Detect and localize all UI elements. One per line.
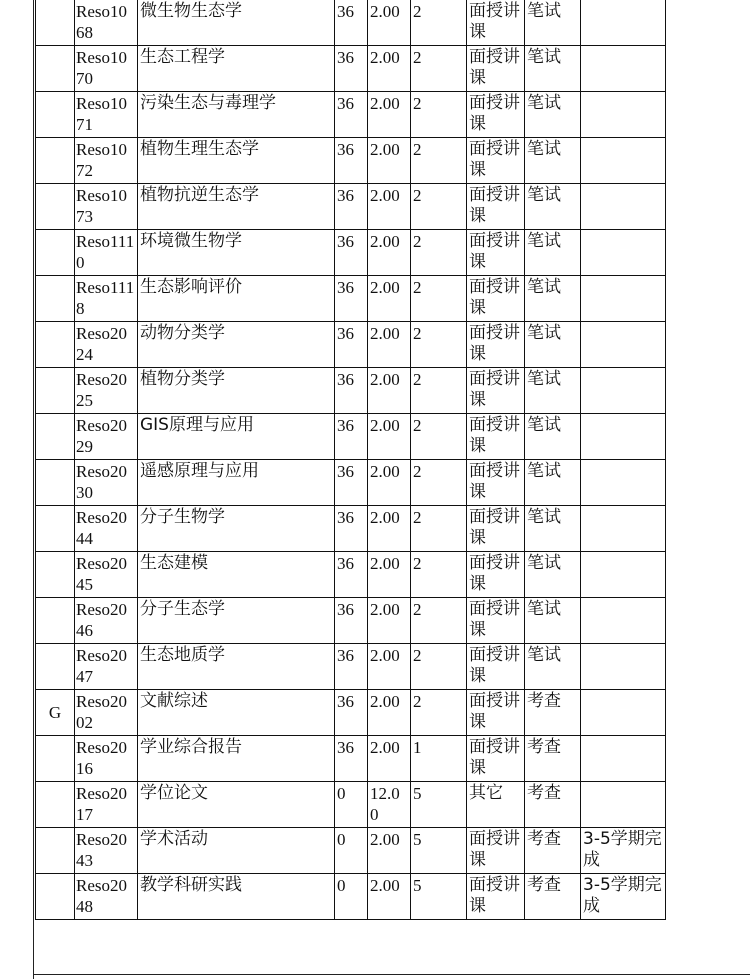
course-code-cell: Reso1073 bbox=[75, 184, 138, 230]
hours-cell: 36 bbox=[335, 644, 368, 690]
teaching-mode-cell: 面授讲课 bbox=[467, 368, 525, 414]
course-name-cell: 学术活动 bbox=[138, 828, 335, 874]
teaching-mode-cell: 其它 bbox=[467, 782, 525, 828]
semester-cell: 2 bbox=[411, 460, 467, 506]
course-code-cell: Reso2046 bbox=[75, 598, 138, 644]
category-cell bbox=[36, 230, 75, 276]
hours-cell: 36 bbox=[335, 460, 368, 506]
hours-cell: 36 bbox=[335, 506, 368, 552]
remark-cell bbox=[581, 460, 666, 506]
course-name-cell: 植物分类学 bbox=[138, 368, 335, 414]
remark-cell bbox=[581, 644, 666, 690]
teaching-mode-cell: 面授讲课 bbox=[467, 322, 525, 368]
teaching-mode-cell: 面授讲课 bbox=[467, 736, 525, 782]
teaching-mode-cell: 面授讲课 bbox=[467, 230, 525, 276]
remark-cell bbox=[581, 92, 666, 138]
course-code-cell: Reso2017 bbox=[75, 782, 138, 828]
table-row bbox=[36, 506, 666, 552]
table-row bbox=[36, 46, 666, 92]
course-name-cell: 教学科研实践 bbox=[138, 874, 335, 920]
teaching-mode-cell: 面授讲课 bbox=[467, 598, 525, 644]
category-cell bbox=[36, 414, 75, 460]
teaching-mode-cell: 面授讲课 bbox=[467, 414, 525, 460]
category-cell bbox=[36, 46, 75, 92]
credits-cell: 2.00 bbox=[368, 0, 411, 46]
assessment-cell: 笔试 bbox=[525, 460, 581, 506]
credits-cell: 2.00 bbox=[368, 874, 411, 920]
course-name-cell: 生态地质学 bbox=[138, 644, 335, 690]
teaching-mode-cell: 面授讲课 bbox=[467, 690, 525, 736]
remark-cell bbox=[581, 782, 666, 828]
remark-cell bbox=[581, 276, 666, 322]
course-name-cell: 学位论文 bbox=[138, 782, 335, 828]
teaching-mode-cell: 面授讲课 bbox=[467, 644, 525, 690]
category-cell: G bbox=[36, 690, 75, 736]
semester-cell: 2 bbox=[411, 0, 467, 46]
assessment-cell: 笔试 bbox=[525, 598, 581, 644]
course-code-cell: Reso2002 bbox=[75, 690, 138, 736]
credits-cell: 2.00 bbox=[368, 230, 411, 276]
assessment-cell: 考查 bbox=[525, 690, 581, 736]
remark-cell bbox=[581, 552, 666, 598]
remark-cell bbox=[581, 690, 666, 736]
course-name-cell: 分子生态学 bbox=[138, 598, 335, 644]
credits-cell: 2.00 bbox=[368, 598, 411, 644]
remark-cell bbox=[581, 506, 666, 552]
hours-cell: 36 bbox=[335, 736, 368, 782]
table-row bbox=[36, 368, 666, 414]
semester-cell: 2 bbox=[411, 690, 467, 736]
course-code-cell: Reso1072 bbox=[75, 138, 138, 184]
remark-cell bbox=[581, 46, 666, 92]
semester-cell: 5 bbox=[411, 828, 467, 874]
semester-cell: 2 bbox=[411, 368, 467, 414]
teaching-mode-cell: 面授讲课 bbox=[467, 184, 525, 230]
assessment-cell: 考查 bbox=[525, 782, 581, 828]
teaching-mode-cell: 面授讲课 bbox=[467, 276, 525, 322]
category-cell bbox=[36, 0, 75, 46]
table-row bbox=[36, 828, 666, 874]
assessment-cell: 笔试 bbox=[525, 414, 581, 460]
category-cell bbox=[36, 782, 75, 828]
teaching-mode-cell: 面授讲课 bbox=[467, 874, 525, 920]
course-rows bbox=[36, 0, 666, 920]
credits-cell: 2.00 bbox=[368, 506, 411, 552]
course-name-cell: 污染生态与毒理学 bbox=[138, 92, 335, 138]
assessment-cell: 笔试 bbox=[525, 276, 581, 322]
credits-cell: 2.00 bbox=[368, 276, 411, 322]
course-name-cell: 植物生理生态学 bbox=[138, 138, 335, 184]
credits-cell: 2.00 bbox=[368, 552, 411, 598]
course-code-cell: Reso2016 bbox=[75, 736, 138, 782]
course-name-cell: 分子生物学 bbox=[138, 506, 335, 552]
course-code-cell: Reso1070 bbox=[75, 46, 138, 92]
hours-cell: 0 bbox=[335, 874, 368, 920]
hours-cell: 36 bbox=[335, 552, 368, 598]
semester-cell: 5 bbox=[411, 874, 467, 920]
credits-cell: 2.00 bbox=[368, 736, 411, 782]
category-cell bbox=[36, 322, 75, 368]
course-code-cell: Reso2030 bbox=[75, 460, 138, 506]
table-row bbox=[36, 230, 666, 276]
course-code-cell: Reso2045 bbox=[75, 552, 138, 598]
course-code-cell: Reso2024 bbox=[75, 322, 138, 368]
table-row bbox=[36, 598, 666, 644]
credits-cell: 12.00 bbox=[368, 782, 411, 828]
hours-cell: 36 bbox=[335, 184, 368, 230]
course-name-cell: 环境微生物学 bbox=[138, 230, 335, 276]
course-code-cell: Reso1110 bbox=[75, 230, 138, 276]
remark-cell bbox=[581, 414, 666, 460]
credits-cell: 2.00 bbox=[368, 828, 411, 874]
table-row bbox=[36, 414, 666, 460]
hours-cell: 36 bbox=[335, 92, 368, 138]
course-name-cell: 遥感原理与应用 bbox=[138, 460, 335, 506]
page-bottom-border bbox=[33, 974, 750, 975]
assessment-cell: 笔试 bbox=[525, 506, 581, 552]
semester-cell: 2 bbox=[411, 92, 467, 138]
category-cell bbox=[36, 184, 75, 230]
assessment-cell: 笔试 bbox=[525, 184, 581, 230]
hours-cell: 36 bbox=[335, 598, 368, 644]
credits-cell: 2.00 bbox=[368, 322, 411, 368]
semester-cell: 2 bbox=[411, 322, 467, 368]
assessment-cell: 笔试 bbox=[525, 46, 581, 92]
category-cell bbox=[36, 138, 75, 184]
page-left-border bbox=[33, 0, 34, 979]
table-row bbox=[36, 782, 666, 828]
course-code-cell: Reso2048 bbox=[75, 874, 138, 920]
course-table bbox=[35, 0, 666, 920]
remark-cell bbox=[581, 0, 666, 46]
course-name-cell: 生态建模 bbox=[138, 552, 335, 598]
course-name-cell: 生态影响评价 bbox=[138, 276, 335, 322]
remark-cell bbox=[581, 598, 666, 644]
table-row bbox=[36, 184, 666, 230]
category-cell bbox=[36, 92, 75, 138]
table-row bbox=[36, 276, 666, 322]
credits-cell: 2.00 bbox=[368, 138, 411, 184]
course-code-cell: Reso2029 bbox=[75, 414, 138, 460]
course-name-cell: 微生物生态学 bbox=[138, 0, 335, 46]
remark-cell bbox=[581, 322, 666, 368]
assessment-cell: 考查 bbox=[525, 736, 581, 782]
table-row bbox=[36, 874, 666, 920]
category-cell bbox=[36, 644, 75, 690]
semester-cell: 2 bbox=[411, 552, 467, 598]
remark-cell bbox=[581, 184, 666, 230]
assessment-cell: 笔试 bbox=[525, 230, 581, 276]
category-cell bbox=[36, 460, 75, 506]
credits-cell: 2.00 bbox=[368, 644, 411, 690]
teaching-mode-cell: 面授讲课 bbox=[467, 828, 525, 874]
teaching-mode-cell: 面授讲课 bbox=[467, 46, 525, 92]
semester-cell: 2 bbox=[411, 506, 467, 552]
course-name-cell: 植物抗逆生态学 bbox=[138, 184, 335, 230]
credits-cell: 2.00 bbox=[368, 414, 411, 460]
teaching-mode-cell: 面授讲课 bbox=[467, 92, 525, 138]
remark-cell bbox=[581, 368, 666, 414]
category-cell bbox=[36, 736, 75, 782]
category-cell bbox=[36, 828, 75, 874]
course-code-cell: Reso2044 bbox=[75, 506, 138, 552]
remark-cell: 3-5学期完成 bbox=[581, 874, 666, 920]
category-cell bbox=[36, 552, 75, 598]
credits-cell: 2.00 bbox=[368, 92, 411, 138]
assessment-cell: 考查 bbox=[525, 828, 581, 874]
semester-cell: 2 bbox=[411, 276, 467, 322]
course-code-cell: Reso1118 bbox=[75, 276, 138, 322]
remark-cell bbox=[581, 138, 666, 184]
semester-cell: 2 bbox=[411, 184, 467, 230]
assessment-cell: 笔试 bbox=[525, 322, 581, 368]
category-cell bbox=[36, 368, 75, 414]
semester-cell: 2 bbox=[411, 138, 467, 184]
hours-cell: 36 bbox=[335, 414, 368, 460]
credits-cell: 2.00 bbox=[368, 368, 411, 414]
semester-cell: 2 bbox=[411, 414, 467, 460]
remark-cell bbox=[581, 230, 666, 276]
hours-cell: 36 bbox=[335, 276, 368, 322]
course-code-cell: Reso1071 bbox=[75, 92, 138, 138]
hours-cell: 0 bbox=[335, 828, 368, 874]
teaching-mode-cell: 面授讲课 bbox=[467, 506, 525, 552]
credits-cell: 2.00 bbox=[368, 46, 411, 92]
semester-cell: 5 bbox=[411, 782, 467, 828]
semester-cell: 2 bbox=[411, 46, 467, 92]
table-row bbox=[36, 552, 666, 598]
hours-cell: 36 bbox=[335, 690, 368, 736]
teaching-mode-cell: 面授讲课 bbox=[467, 460, 525, 506]
table-row bbox=[36, 138, 666, 184]
course-code-cell: Reso2025 bbox=[75, 368, 138, 414]
semester-cell: 1 bbox=[411, 736, 467, 782]
table-row bbox=[36, 644, 666, 690]
teaching-mode-cell: 面授讲课 bbox=[467, 0, 525, 46]
table-row bbox=[36, 322, 666, 368]
assessment-cell: 笔试 bbox=[525, 0, 581, 46]
table-row bbox=[36, 460, 666, 506]
assessment-cell: 考查 bbox=[525, 874, 581, 920]
credits-cell: 2.00 bbox=[368, 184, 411, 230]
category-cell bbox=[36, 874, 75, 920]
remark-cell bbox=[581, 736, 666, 782]
assessment-cell: 笔试 bbox=[525, 92, 581, 138]
hours-cell: 0 bbox=[335, 782, 368, 828]
semester-cell: 2 bbox=[411, 230, 467, 276]
hours-cell: 36 bbox=[335, 46, 368, 92]
table-row bbox=[36, 92, 666, 138]
table-row bbox=[36, 736, 666, 782]
course-code-cell: Reso1068 bbox=[75, 0, 138, 46]
table-row bbox=[36, 0, 666, 46]
hours-cell: 36 bbox=[335, 368, 368, 414]
course-name-cell: GIS原理与应用 bbox=[138, 414, 335, 460]
course-name-cell: 生态工程学 bbox=[138, 46, 335, 92]
course-code-cell: Reso2047 bbox=[75, 644, 138, 690]
hours-cell: 36 bbox=[335, 322, 368, 368]
category-cell bbox=[36, 506, 75, 552]
course-name-cell: 学业综合报告 bbox=[138, 736, 335, 782]
teaching-mode-cell: 面授讲课 bbox=[467, 552, 525, 598]
hours-cell: 36 bbox=[335, 230, 368, 276]
category-cell bbox=[36, 598, 75, 644]
course-name-cell: 动物分类学 bbox=[138, 322, 335, 368]
teaching-mode-cell: 面授讲课 bbox=[467, 138, 525, 184]
semester-cell: 2 bbox=[411, 644, 467, 690]
assessment-cell: 笔试 bbox=[525, 138, 581, 184]
assessment-cell: 笔试 bbox=[525, 552, 581, 598]
assessment-cell: 笔试 bbox=[525, 368, 581, 414]
hours-cell: 36 bbox=[335, 0, 368, 46]
table-row bbox=[36, 690, 666, 736]
remark-cell: 3-5学期完成 bbox=[581, 828, 666, 874]
assessment-cell: 笔试 bbox=[525, 644, 581, 690]
course-code-cell: Reso2043 bbox=[75, 828, 138, 874]
credits-cell: 2.00 bbox=[368, 690, 411, 736]
category-cell bbox=[36, 276, 75, 322]
hours-cell: 36 bbox=[335, 138, 368, 184]
course-name-cell: 文献综述 bbox=[138, 690, 335, 736]
credits-cell: 2.00 bbox=[368, 460, 411, 506]
semester-cell: 2 bbox=[411, 598, 467, 644]
